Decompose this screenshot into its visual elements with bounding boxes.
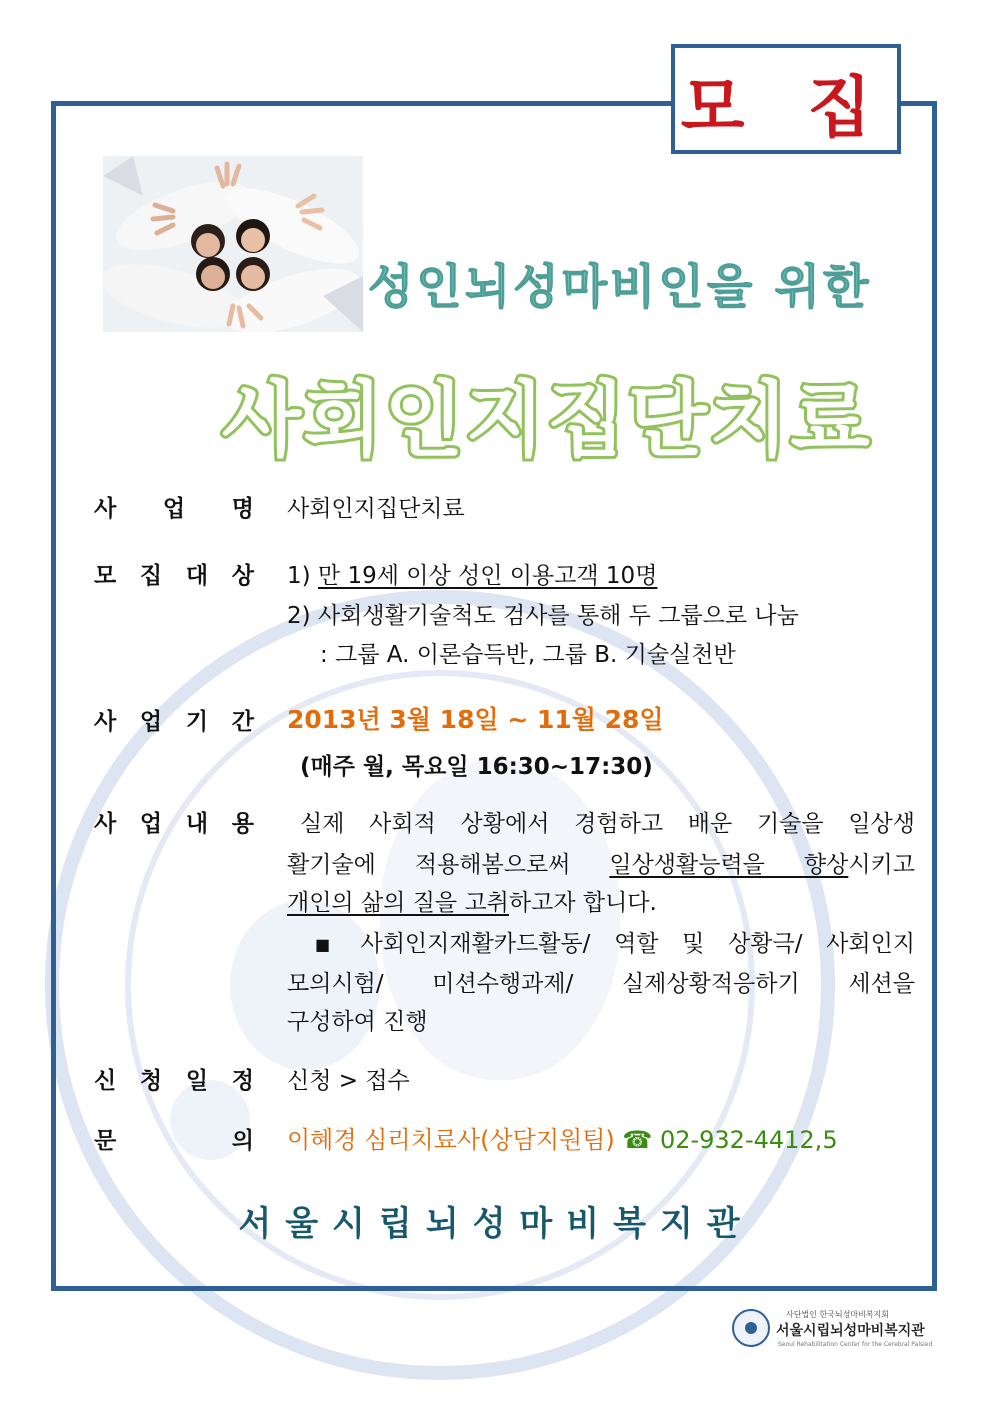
content-line-3-text: 하고자 합니다.	[508, 890, 657, 916]
contact-person: 이혜경 심리치료사(상담지원팀)	[287, 1126, 615, 1154]
recruit-badge	[671, 44, 901, 154]
label-char: 용	[231, 811, 254, 837]
program-name-value: 사회인지집단치료	[287, 496, 465, 522]
label-char: 의	[231, 1128, 254, 1154]
group-photo-illustration	[103, 156, 363, 332]
label-char: 내	[185, 811, 209, 837]
label-char: 집	[139, 563, 163, 589]
target-line-1-text: 만 19세 이상 성인 이용고객 10명	[317, 563, 658, 589]
logo-org-name: 서울시립뇌성마비복지관	[776, 1323, 925, 1339]
phone-icon: ☎	[622, 1126, 653, 1154]
content-line-3	[287, 884, 917, 917]
label-char: 문	[94, 1128, 117, 1154]
label-char: 사	[94, 709, 117, 735]
label-char: 간	[231, 709, 254, 735]
label-char: 사	[94, 811, 117, 837]
label-period	[94, 703, 254, 736]
label-char: 명	[231, 496, 254, 522]
label-contact	[94, 1122, 254, 1155]
organization-logo	[732, 1305, 952, 1355]
content-line-3-underlined: 개인의 삶의 질을 고취	[287, 890, 509, 916]
label-content	[94, 805, 254, 838]
target-line-3: : 그룹 A. 이론습득반, 그룹 B. 기술실천반	[320, 642, 736, 668]
target-line-1-number: 1)	[287, 563, 311, 589]
content-line-2-text-a: 활기술에 적용해봄으로써	[287, 852, 610, 878]
content-line-2-text-b: 시키고	[848, 852, 915, 878]
label-char: 사	[94, 496, 117, 522]
target-line-1	[287, 557, 917, 590]
group-photo	[103, 156, 363, 332]
content-line-6: 구성하여 진행	[287, 1009, 428, 1035]
schedule-value: 신청 > 접수	[287, 1068, 410, 1094]
bullet-icon: ■	[315, 935, 347, 954]
label-char: 상	[231, 563, 254, 589]
label-char: 모	[94, 563, 117, 589]
label-char: 업	[139, 709, 163, 735]
logo-parent-org: 사단법인 한국뇌성마비복지회	[786, 1310, 890, 1319]
content-line-4-text: 사회인지재활카드활동/ 역할 및 상황극/ 사회인지	[360, 931, 915, 957]
content-line-4	[315, 925, 915, 958]
label-char: 업	[139, 811, 163, 837]
content-line-5: 모의시험/ 미션수행과제/ 실제상황적응하기 세션을	[287, 971, 915, 997]
label-char: 기	[185, 709, 209, 735]
contact-value	[287, 1120, 917, 1155]
label-char: 정	[231, 1068, 254, 1094]
period-times: (매주 월, 목요일 16:30~17:30)	[300, 754, 653, 780]
label-schedule	[94, 1062, 254, 1095]
target-line-2: 2) 사회생활기술척도 검사를 통해 두 그룹으로 나눔	[287, 603, 799, 629]
recruit-badge-text: 모 집	[680, 69, 892, 146]
label-program-name	[94, 490, 254, 523]
period-dates: 2013년 3월 18일 ~ 11월 28일	[287, 705, 664, 734]
seal-icon	[732, 1309, 770, 1347]
label-char: 일	[185, 1068, 209, 1094]
label-char: 신	[94, 1068, 117, 1094]
content-line-2-underlined: 일상생활능력을 향상	[609, 852, 849, 878]
contact-phone: 02-932-4412,5	[659, 1126, 838, 1154]
label-char: 업	[162, 496, 186, 522]
poster-title: 사회인지집단치료	[222, 373, 872, 468]
content-line-1: 실제 사회적 상황에서 경험하고 배운 기술을 일상생	[300, 811, 915, 837]
content-line-2	[287, 846, 915, 879]
label-target	[94, 557, 254, 590]
organization-name: 서울시립뇌성마비복지관	[238, 1204, 754, 1244]
poster-subtitle: 성인뇌성마비인을 위한	[368, 260, 872, 315]
label-char: 대	[185, 563, 209, 589]
label-char: 청	[139, 1068, 163, 1094]
logo-english-name: Seoul Rehabilitation Center for the Cerebral Palsied	[778, 1341, 933, 1348]
